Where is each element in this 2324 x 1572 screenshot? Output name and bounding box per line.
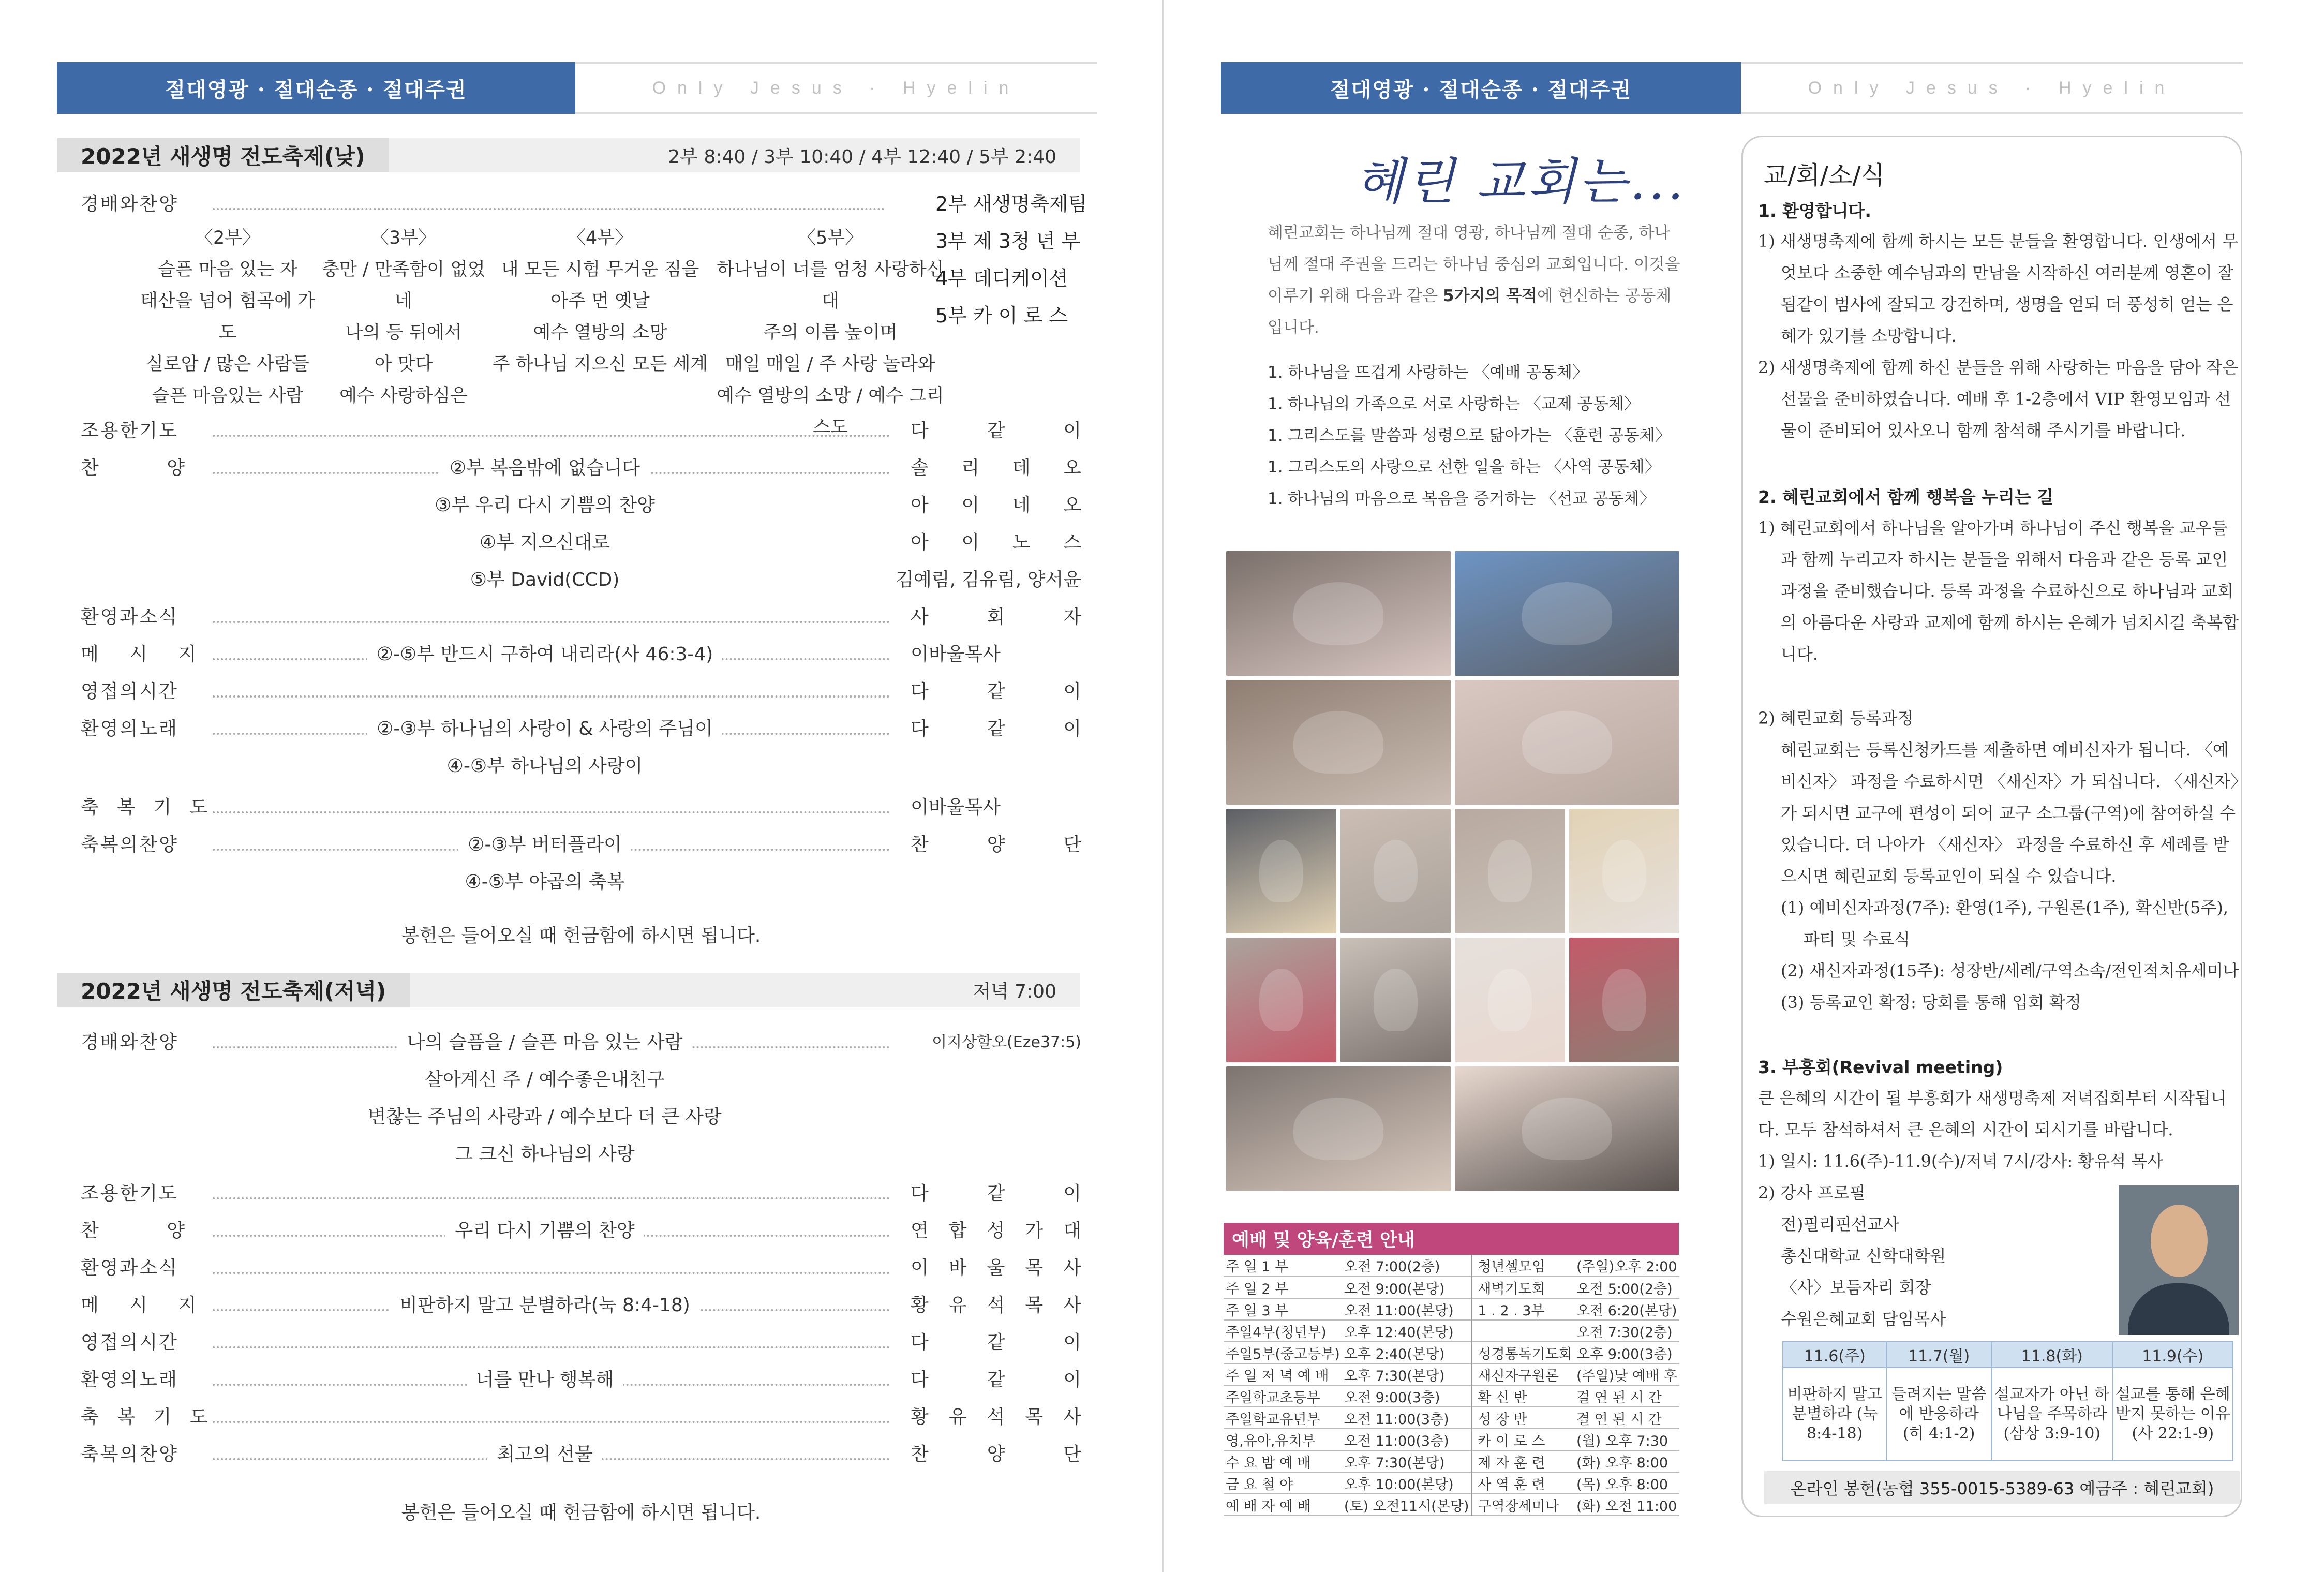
speaker-face <box>2151 1205 2208 1277</box>
schedule-row <box>1224 1385 1679 1407</box>
schedule-row <box>1224 1298 1679 1320</box>
order-content <box>308 639 781 671</box>
order-leader: 찬 양 단 <box>911 834 1081 855</box>
song-column <box>486 223 714 443</box>
content-text: 최고의 선물 <box>487 1444 602 1465</box>
order-label: 환영과소식 <box>81 1257 178 1279</box>
order-label: 조용한기도 <box>81 420 178 441</box>
schedule-cell: 오후 10:00(본당) <box>1342 1472 1472 1494</box>
schedule-cell: 오전 5:00(2층) <box>1574 1277 1679 1298</box>
song: 예수 사랑하심은 <box>339 385 468 406</box>
news-section-title: 1. 환영합니다. <box>1758 201 1871 221</box>
schedule-cell: 오전 9:00(본당) <box>1342 1277 1472 1298</box>
english-banner: Only Jesus · Hyelin <box>575 62 1097 114</box>
order-label: 환영의노래 <box>81 718 178 739</box>
order-content <box>308 527 781 559</box>
content-text: ②-③부 하나님의 사랑이 & 사랑의 주님이 <box>367 718 722 739</box>
order-label: 경배와찬양 <box>81 1032 178 1053</box>
day-service-times: 2부 8:40 / 3부 10:40 / 4부 12:40 / 5부 2:40 <box>668 146 1056 168</box>
song: 예수 열방의 소망 <box>533 322 667 343</box>
photo <box>1455 680 1679 805</box>
revival-date-cell: 11.7(월) <box>1886 1342 1991 1368</box>
content-text: ④-⑤부 야곱의 축복 <box>455 871 634 893</box>
song: 매일 매일 / 주 사랑 놀라와 <box>725 354 935 375</box>
page-header <box>1221 62 2243 114</box>
schedule-cell: (주일)낮 예배 후 <box>1574 1363 1679 1385</box>
order-leader: 황 유 석 목 사 <box>911 1295 1081 1316</box>
schedule-cell: 오후 9:00(3층) <box>1574 1342 1679 1363</box>
order-leader: 아 이 네 오 <box>911 495 1081 516</box>
dotted-leader <box>213 1421 890 1423</box>
photo <box>1226 551 1451 676</box>
order-content <box>308 1364 781 1396</box>
photo <box>1455 551 1679 676</box>
order-label: 영접의시간 <box>81 1332 178 1353</box>
order-content <box>308 1215 781 1247</box>
schedule-row <box>1224 1320 1679 1342</box>
order-content <box>308 490 781 522</box>
praise-worship-line <box>81 188 1081 220</box>
song: 아주 먼 옛날 <box>550 291 650 312</box>
order-content <box>308 1101 781 1133</box>
schedule-cell: 오후 2:40(본당) <box>1342 1342 1472 1363</box>
speaker-photo <box>2119 1185 2239 1335</box>
schedule-title: 예배 및 양육/훈련 안내 <box>1224 1223 1679 1255</box>
schedule-row <box>1224 1342 1679 1363</box>
team: 2부 새생명축제팀 <box>935 192 1087 215</box>
order-content <box>308 829 781 861</box>
schedule-cell: 주 일 2 부 <box>1224 1277 1342 1298</box>
order-leader: 이바울목사 <box>911 797 1001 818</box>
photo <box>1569 809 1679 933</box>
goal-item: 1. 그리스도의 사랑으로 선한 일을 하는 〈사역 공동체〉 <box>1268 458 1661 477</box>
intro-emphasis: 5가지의 목적 <box>1442 287 1537 305</box>
schedule-cell: 결 연 된 시 간 <box>1574 1407 1679 1429</box>
schedule-cell: 오전 9:00(3층) <box>1342 1385 1472 1407</box>
column-head: 〈5부〉 <box>797 228 863 248</box>
order-line <box>81 415 1081 447</box>
news-section-title: 2. 혜린교회에서 함께 행복을 누리는 길 <box>1758 487 2054 507</box>
song: 태산을 넘어 험곡에 가도 <box>140 291 315 343</box>
order-line <box>81 452 1081 484</box>
schedule-cell: 사 역 훈 련 <box>1472 1472 1574 1494</box>
order-leader: 사 회 자 <box>911 606 1081 628</box>
profile-line: 〈사〉보듬자리 회장 <box>1781 1278 1931 1297</box>
schedule-cell: 수 요 밤 예 배 <box>1224 1450 1342 1472</box>
schedule-cell: 결 연 된 시 간 <box>1574 1385 1679 1407</box>
schedule-cell: 카 이 로 스 <box>1472 1429 1574 1450</box>
schedule-cell: 주일5부(중고등부) <box>1224 1342 1342 1363</box>
news-item-head: 2) 혜린교회 등록과정 <box>1758 708 1914 728</box>
song-column <box>714 223 947 443</box>
goal-item: 1. 그리스도를 말씀과 성령으로 닮아가는 〈훈련 공동체〉 <box>1268 426 1671 445</box>
schedule-cell: 제 자 훈 련 <box>1472 1450 1574 1472</box>
order-leader: 이바울목사 <box>911 644 1001 665</box>
schedule-row <box>1224 1450 1679 1472</box>
content-text: 변찮는 주님의 사랑과 / 예수보다 더 큰 사랑 <box>359 1106 731 1128</box>
content-text: 살아계신 주 / 예수좋은내친구 <box>415 1069 674 1090</box>
order-leader: 김예림, 김유림, 양서윤 <box>896 569 1081 590</box>
schedule-row <box>1224 1277 1679 1298</box>
content-text: ⑤부 David(CCD) <box>461 569 629 590</box>
schedule-cell: (화) 오전 11:00 <box>1574 1494 1679 1516</box>
order-label: 찬 양 <box>81 457 216 479</box>
evening-service-time: 저녁 7:00 <box>973 981 1056 1002</box>
order-line <box>81 1364 1081 1396</box>
song: 예수 열방의 소망 / 예수 그리스도 <box>717 385 944 438</box>
schedule-cell: 1 . 2 . 3부 <box>1472 1298 1574 1320</box>
song: 하나님이 너를 엄청 사랑하신대 <box>717 259 944 312</box>
dotted-leader <box>213 621 890 623</box>
church-intro-title: 혜린 교회는... <box>1355 153 1687 211</box>
revival-intro: 큰 은혜의 시간이 될 부흥회가 새생명축제 저녁집회부터 시작됩니다. 모두 참석하셔서 큰 은혜의 시간이 되시기를 바랍니다. <box>1758 1088 2227 1139</box>
order-line <box>81 639 1081 671</box>
offering-note: 봉헌은 들어오실 때 헌금함에 하시면 됩니다. <box>401 1502 761 1523</box>
song: 주의 이름 높이며 <box>763 322 898 343</box>
schedule-row <box>1224 1494 1679 1516</box>
order-line <box>81 713 1081 745</box>
content-text: ②-⑤부 반드시 구하여 내리라(사 46:3-4) <box>367 644 723 665</box>
order-content <box>308 750 781 782</box>
schedule-cell: (월) 오후 7:30 <box>1574 1429 1679 1450</box>
order-leader: 다 같 이 <box>911 1369 1081 1390</box>
intro-text: 혜린교회는 하나님께 절대 영광, 하나님께 절대 순종, 하나님께 절대 주권을 드리는 하나님 중심의 교회입니다. 이것을 이루기 위해 다음과 같은 <box>1268 224 1680 305</box>
song: 슬픈 마음있는 사람 <box>152 385 304 406</box>
order-line <box>81 527 1081 559</box>
song: 충만 / 만족함이 없었네 <box>322 259 485 312</box>
order-line <box>81 1215 1081 1247</box>
schedule-cell: 오후 7:30(본당) <box>1342 1450 1472 1472</box>
dotted-leader <box>213 695 890 698</box>
dotted-leader <box>213 811 890 813</box>
song: 아 맛다 <box>374 354 433 375</box>
news-section-title: 3. 부흥회(Revival meeting) <box>1758 1057 2003 1077</box>
song: 주 하나님 지으신 모든 세계 <box>492 354 708 375</box>
course-steps <box>1758 892 2239 1018</box>
order-line <box>81 792 1081 824</box>
order-content <box>308 1138 781 1170</box>
day-service-title-bar <box>57 138 1080 172</box>
course-step: (3) 등록교인 확정: 당회를 통해 입회 확정 <box>1781 992 2081 1012</box>
course-step: (1) 예비신자과정(7주): 환영(1주), 구원론(1주), 확신반(5주), 파티 및 수료식 <box>1781 898 2229 949</box>
dotted-leader <box>213 435 890 437</box>
schedule-row <box>1224 1407 1679 1429</box>
column-head: 〈4부〉 <box>567 228 633 248</box>
schedule-cell: 주 일 3 부 <box>1224 1298 1342 1320</box>
profile-line: 수원은혜교회 담임목사 <box>1781 1309 1946 1329</box>
intro-text: 에 헌신하는 공동체입니다. <box>1268 287 1672 337</box>
order-content <box>308 1027 781 1059</box>
order-line <box>81 1027 1081 1059</box>
schedule-cell: 청년셀모임 <box>1472 1255 1574 1277</box>
order-label: 영접의시간 <box>81 681 178 702</box>
news-item: 1) 새생명축제에 함께 하시는 모든 분들을 환영합니다. 인생에서 무엇보다 소중한 예수님과의 만남을 시작하신 여러분께 영혼이 잘됨같이 범사에 잘되고 강건하며, 생명을 얻되 더 풍성히 얻는 은혜가 있기를 소망합니다. <box>1758 231 2239 346</box>
revival-topic-cell: 설교를 통해 은혜 받지 못하는 이유 (사 22:1-9) <box>2113 1368 2233 1461</box>
schedule-row <box>1224 1363 1679 1385</box>
order-line <box>81 564 1081 596</box>
order-label: 메 시 지 <box>81 1295 209 1316</box>
schedule-cell: 오후 7:30(본당) <box>1342 1363 1472 1385</box>
english-banner: Only Jesus · Hyelin <box>1741 62 2243 114</box>
order-leader: 솔 리 데 오 <box>911 457 1081 479</box>
content-text: 비판하지 말고 분별하라(눅 8:4-18) <box>390 1295 699 1316</box>
schedule-cell: 구역장세미나 <box>1472 1494 1574 1516</box>
revival-date-cell: 11.8(화) <box>1991 1342 2113 1368</box>
photo-collage <box>1226 551 1679 1191</box>
order-label: 조용한기도 <box>81 1183 178 1204</box>
news-item: 1) 혜린교회에서 하나님을 알아가며 하나님이 주신 행복을 교우들과 함께 누리고자 하시는 분들을 위해서 다음과 같은 등록 교인 과정을 준비했습니다. 등록 과정을 수료하신으로 하나님과 교회의 아름다운 사랑과 교제에 함께 하시는 은혜가 넘치시길 축복합니다. <box>1758 518 2239 664</box>
photo <box>1340 809 1451 933</box>
praise-teams <box>935 185 1087 334</box>
profile-head: 2) 강사 프로필 <box>1758 1183 1866 1203</box>
photo <box>1569 938 1679 1062</box>
schedule-cell: (토) 오전11시(본당) <box>1342 1494 1472 1516</box>
column-head: 〈3부〉 <box>370 228 437 248</box>
song: 슬픈 마음 있는 자 <box>157 259 298 280</box>
order-leader: 다 같 이 <box>911 681 1081 702</box>
schedule-table <box>1224 1255 1679 1516</box>
photo <box>1226 680 1451 805</box>
order-label: 축복의찬양 <box>81 1444 178 1465</box>
order-content <box>308 713 781 745</box>
offering-note: 봉헌은 들어오실 때 헌금함에 하시면 됩니다. <box>401 925 761 946</box>
schedule-cell: 오전 11:00(3층) <box>1342 1407 1472 1429</box>
order-label: 찬 양 <box>81 1220 216 1241</box>
schedule-cell: 오전 7:00(2층) <box>1342 1255 1472 1277</box>
schedule-row <box>1224 1472 1679 1494</box>
schedule-cell: 주일학교유년부 <box>1224 1407 1342 1429</box>
order-leader: 다 같 이 <box>911 1183 1081 1204</box>
order-label: 축 복 기 도 <box>81 1406 214 1428</box>
schedule-cell: 주일학교초등부 <box>1224 1385 1342 1407</box>
order-line <box>81 1138 1081 1170</box>
content-text: 그 크신 하나님의 사랑 <box>445 1144 644 1165</box>
song: 내 모든 시험 무거운 짐을 <box>501 259 699 280</box>
speaker-body <box>2128 1283 2229 1335</box>
order-leader: 이지상할오(Eze37:5) <box>932 1033 1081 1051</box>
online-offering-bar: 온라인 봉헌(농협 355-0015-5389-63 예금주 : 혜린교회) <box>1764 1471 2240 1504</box>
schedule-panel <box>1224 1223 1679 1516</box>
photo <box>1455 809 1565 933</box>
order-label: 경배와찬양 <box>81 194 178 215</box>
order-leader: 아 이 노 스 <box>911 532 1081 553</box>
order-leader: 연 합 성 가 대 <box>911 1220 1081 1241</box>
order-label: 환영과소식 <box>81 606 178 628</box>
order-line <box>81 1064 1081 1096</box>
order-line <box>81 1252 1081 1284</box>
schedule-cell: 주 일 저 녁 예 배 <box>1224 1363 1342 1385</box>
revival-topic-cell: 비판하지 말고 분별하라 (눅 8:4-18) <box>1783 1368 1886 1461</box>
schedule-cell: (화) 오후 8:00 <box>1574 1450 1679 1472</box>
order-leader: 찬 양 단 <box>911 1444 1081 1465</box>
evening-service-title: 2022년 새생명 전도축제(저녁) <box>57 973 410 1007</box>
order-line <box>81 1327 1081 1359</box>
revival-topic-row <box>1783 1368 2233 1461</box>
photo <box>1226 809 1336 933</box>
motto-banner: 절대영광 · 절대순종 · 절대주권 <box>57 62 575 114</box>
schedule-cell: 주일4부(청년부) <box>1224 1320 1342 1342</box>
order-content <box>308 564 781 596</box>
content-text: ③부 우리 다시 기쁨의 찬양 <box>425 495 664 516</box>
revival-date-row <box>1783 1342 2233 1368</box>
team: 4부 데디케이션 <box>935 267 1068 290</box>
page-header <box>57 62 1097 114</box>
content-text: 나의 슬픔을 / 슬픈 마음 있는 사람 <box>398 1032 692 1053</box>
order-content <box>308 452 781 484</box>
order-leader: 다 같 이 <box>911 718 1081 739</box>
order-label: 축 복 기 도 <box>81 797 214 818</box>
order-line <box>81 676 1081 708</box>
praise-song-grid <box>135 223 967 443</box>
song: 나의 등 뒤에서 <box>345 322 462 343</box>
schedule-row <box>1224 1429 1679 1450</box>
dotted-leader <box>213 1197 890 1199</box>
order-line <box>81 1438 1081 1471</box>
church-news-title: 교/회/소/식 <box>1764 161 1885 190</box>
schedule-cell: 오전 7:30(2층) <box>1574 1320 1679 1342</box>
song-column <box>135 223 321 443</box>
order-line <box>81 490 1081 522</box>
content-text: 너를 만나 행복해 <box>467 1369 623 1390</box>
schedule-cell: (목) 오후 8:00 <box>1574 1472 1679 1494</box>
revival-topic-cell: 설교자가 아닌 하나님을 주목하라 (삼상 3:9-10) <box>1991 1368 2113 1461</box>
schedule-cell: (주일)오후 2:00 <box>1574 1255 1679 1277</box>
order-label: 축복의찬양 <box>81 834 178 855</box>
dotted-leader <box>213 1346 890 1348</box>
schedule-cell: 새벽기도회 <box>1472 1277 1574 1298</box>
content-text: ④부 지으신대로 <box>470 532 619 553</box>
schedule-cell: 오전 11:00(본당) <box>1342 1298 1472 1320</box>
order-line <box>81 829 1081 861</box>
schedule-cell: 예 배 자 예 배 <box>1224 1494 1342 1516</box>
schedule-cell <box>1472 1320 1574 1342</box>
speaker-profile <box>1758 1177 2110 1335</box>
dotted-leader <box>213 1272 890 1274</box>
order-content <box>308 1438 781 1471</box>
order-line <box>81 866 1081 898</box>
schedule-cell: 오전 6:20(본당) <box>1574 1298 1679 1320</box>
schedule-cell: 성경통독기도회 <box>1472 1342 1574 1363</box>
content-text: ②-③부 버터플라이 <box>458 834 631 855</box>
schedule-cell: 금 요 철 야 <box>1224 1472 1342 1494</box>
schedule-cell: 영,유아,유치부 <box>1224 1429 1342 1450</box>
photo <box>1340 938 1451 1062</box>
song: 실로암 / 많은 사람들 <box>146 354 309 375</box>
column-head: 〈2부〉 <box>195 228 261 248</box>
schedule-cell: 새신자구원론 <box>1472 1363 1574 1385</box>
revival-date-cell: 11.6(주) <box>1783 1342 1886 1368</box>
team: 3부 제 3청 년 부 <box>935 230 1081 253</box>
content-text: ②부 복음밖에 없습니다 <box>440 457 649 479</box>
evening-service-title-bar <box>57 973 1080 1007</box>
order-leader: 이 바 울 목 사 <box>911 1257 1081 1279</box>
schedule-cell: 오전 11:00(3층) <box>1342 1429 1472 1450</box>
order-line <box>81 1401 1081 1433</box>
song-column <box>321 223 486 443</box>
order-line <box>81 1101 1081 1133</box>
schedule-cell: 오후 12:40(본당) <box>1342 1320 1472 1342</box>
photo <box>1226 938 1336 1062</box>
order-label: 메 시 지 <box>81 644 209 665</box>
order-content <box>308 1064 781 1096</box>
order-content <box>308 1289 781 1322</box>
church-goals <box>1268 357 1707 515</box>
order-leader: 황 유 석 목 사 <box>911 1406 1081 1428</box>
revival-schedule-table <box>1782 1341 2233 1461</box>
order-line <box>81 1289 1081 1322</box>
revival-date-cell: 11.9(수) <box>2113 1342 2233 1368</box>
content-text: ④-⑤부 하나님의 사랑이 <box>438 755 652 777</box>
news-item: 2) 새생명축제에 함께 하신 분들을 위해 사랑하는 마음을 담아 작은 선물을 준비하였습니다. 예배 후 1-2층에서 VIP 환영모임과 선물이 준비되어 있사오니 함께 참석해 주시기를 바랍니다. <box>1758 358 2239 440</box>
team: 5부 카 이 로 스 <box>935 304 1068 327</box>
schedule-row <box>1224 1255 1679 1277</box>
order-line <box>81 1178 1081 1210</box>
photo <box>1226 1066 1451 1191</box>
goal-item: 1. 하나님을 뜨겁게 사랑하는 〈예배 공동체〉 <box>1268 363 1588 382</box>
motto-banner: 절대영광 · 절대순종 · 절대주권 <box>1221 62 1741 114</box>
schedule-cell: 확 신 반 <box>1472 1385 1574 1407</box>
course-step: (2) 새신자과정(15주): 성장반/세례/구역소속/전인적치유세미나 <box>1781 961 2239 981</box>
schedule-cell: 주 일 1 부 <box>1224 1255 1342 1277</box>
photo <box>1455 938 1565 1062</box>
revival-topic-cell: 들려지는 말씀에 반응하라 (히 4:1-2) <box>1886 1368 1991 1461</box>
goal-item: 1. 하나님의 마음으로 복음을 증거하는 〈선교 공동체〉 <box>1268 490 1656 508</box>
order-line <box>81 601 1081 633</box>
schedule-cell: 성 장 반 <box>1472 1407 1574 1429</box>
goal-item: 1. 하나님의 가족으로 서로 사랑하는 〈교제 공동체〉 <box>1268 395 1640 413</box>
profile-line: 총신대학교 신학대학원 <box>1781 1246 1946 1266</box>
order-line <box>81 750 1081 782</box>
content-text: 우리 다시 기쁨의 찬양 <box>445 1220 644 1241</box>
profile-line: 전)필리핀선교사 <box>1781 1214 1899 1234</box>
order-label: 환영의노래 <box>81 1369 178 1390</box>
order-leader: 다 같 이 <box>911 1332 1081 1353</box>
day-service-title: 2022년 새생명 전도축제(낮) <box>57 138 389 172</box>
order-leader: 다 같 이 <box>911 420 1081 441</box>
church-intro-paragraph <box>1268 217 1681 344</box>
revival-date: 1) 일시: 11.6(주)-11.9(수)/저녁 7시/강사: 황유석 목사 <box>1758 1151 2164 1171</box>
order-content <box>308 866 781 898</box>
photo <box>1455 1066 1679 1191</box>
news-item-body: 혜린교회는 등록신청카드를 제출하면 예비신자가 됩니다. 〈예비신자〉 과정을 수료하시면 〈새신자〉가 되십니다. 〈새신자〉가 되시면 교구에 편성이 되어 교구 소그룹(구역)에 참여하실 수 있습니다. 더 나아가 〈새신자〉 과정을 수료하신 후 세례를 받으시면 혜린교회 등록교인이 되실 수 있습니다. <box>1781 740 2239 886</box>
dotted-leader <box>213 208 885 210</box>
